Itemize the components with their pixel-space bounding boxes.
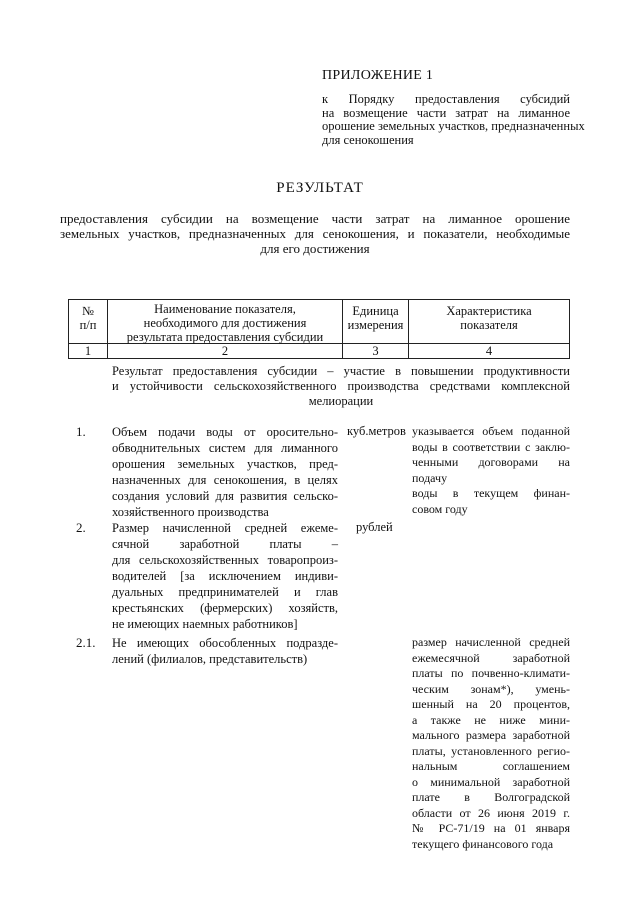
description-line: орошения земельных участков, пред- — [112, 457, 338, 471]
appendix-ref-line: для сенокошения — [322, 132, 414, 147]
header-text: Наименование показателя, — [154, 302, 296, 316]
subtitle-line: предоставления субсидии на возмещение части затрат на лиманное орошение — [60, 211, 570, 226]
description-line: водителей [за исключением индиви- — [112, 569, 338, 583]
header-num — [68, 304, 108, 332]
statement-line: мелиорации — [308, 394, 374, 408]
description-line: крестьянских (фермерских) хозяйств, — [112, 601, 338, 615]
row-characteristic — [412, 424, 570, 517]
row-number: 2.1. — [76, 635, 96, 650]
characteristic-line: нальным соглашением — [412, 759, 570, 773]
header-text: необходимого для достижения — [143, 316, 307, 330]
characteristic-line: платы, установленного регио- — [412, 743, 570, 758]
characteristic-line: ческим зонам*), умень- — [412, 681, 570, 696]
column-number: 3 — [372, 344, 379, 358]
column-number: 2 — [221, 344, 229, 358]
table-line — [68, 358, 570, 359]
table-line — [68, 299, 570, 300]
appendix-reference — [322, 92, 585, 147]
header-unit — [343, 304, 408, 332]
statement-line: Результат предоставления субсидии – участие в повышении продуктивности — [112, 364, 570, 378]
characteristic-line: мального размера заработной — [412, 728, 570, 742]
description-line: не имеющих наемных работников] — [112, 617, 298, 631]
header-text: Характеристика — [446, 304, 532, 318]
header-name — [108, 302, 342, 344]
row-number: 2. — [76, 520, 86, 535]
description-line: создания условий для развития сельско- — [112, 489, 338, 503]
characteristic-line: платы по почвенно-климати- — [412, 666, 570, 680]
header-text: результата предоставления субсидии — [126, 330, 324, 344]
characteristic-line: указывается объем поданной — [412, 424, 570, 438]
column-number: 1 — [84, 344, 92, 358]
characteristic-line: плате в Волгоградской — [412, 790, 570, 804]
characteristic-line: области от 26 июня 2019 г. — [412, 805, 570, 820]
characteristic-line: совом году — [412, 501, 468, 516]
characteristic-line: текущего финансового года — [412, 836, 554, 851]
column-number: 4 — [485, 344, 493, 358]
characteristic-line: размер начисленной средней — [412, 635, 570, 649]
document-subtitle — [60, 211, 570, 256]
row-unit: рублей — [356, 520, 393, 534]
row-description — [112, 520, 338, 632]
row-characteristic — [412, 635, 570, 852]
characteristic-line: № РС-71/19 на 01 января — [412, 821, 570, 835]
description-line: дуальных предпринимателей и глав — [112, 585, 338, 599]
appendix-ref-line: на возмещение части затрат на лиманное — [322, 105, 570, 120]
header-text: п/п — [79, 318, 97, 332]
appendix-title: ПРИЛОЖЕНИЕ 1 — [322, 68, 434, 83]
description-line: сячной заработной платы – — [112, 537, 338, 551]
description-line: обводнительных систем для лиманного — [112, 441, 338, 455]
header-char — [409, 304, 569, 332]
description-line: для сельскохозяйственных товаропроиз- — [112, 553, 338, 567]
description-line: Не имеющих обособленных подразде- — [112, 636, 338, 650]
row-number: 1. — [76, 424, 86, 439]
row-description — [112, 635, 338, 667]
characteristic-line: воды в текущем финан- — [412, 486, 570, 500]
characteristic-line: ежемесячной заработной — [412, 650, 570, 665]
characteristic-line: а также не ниже мини- — [412, 712, 570, 727]
header-text: измерения — [347, 318, 404, 332]
appendix-ref-line: к Порядку предоставления субсидий — [322, 92, 570, 106]
characteristic-line: воды в соответствии с заклю- — [412, 439, 570, 454]
description-line: Размер начисленной средней ежеме- — [112, 521, 338, 535]
appendix-ref-line: орошение земельных участков, предназначенных — [322, 119, 585, 133]
header-text: Единица — [352, 304, 399, 318]
subtitle-line: земельных участков, предназначенных для сенокошения, и показатели, необходимые — [60, 226, 570, 241]
row-unit: куб.метров — [347, 424, 406, 438]
characteristic-line: шенный на 20 процентов, — [412, 697, 570, 711]
table-line — [569, 299, 570, 359]
header-text: № — [82, 304, 94, 318]
characteristic-line: о минимальной заработной — [412, 774, 570, 789]
description-line: хозяйственного производства — [112, 505, 269, 519]
description-line: Объем подачи воды от оросительно- — [112, 425, 338, 439]
result-statement — [112, 364, 570, 409]
subtitle-line: для его достижения — [260, 241, 370, 256]
document-title: РЕЗУЛЬТАТ — [276, 180, 364, 196]
description-line: назначенных для сенокошения, в целях — [112, 473, 338, 487]
description-line: лений (филиалов, представительств) — [112, 652, 308, 666]
statement-line: и устойчивости сельскохозяйственного производства средствами комплексной — [112, 379, 570, 393]
row-description — [112, 424, 338, 520]
header-text: показателя — [460, 318, 518, 332]
characteristic-line: ченными договорами на подачу — [412, 455, 570, 485]
